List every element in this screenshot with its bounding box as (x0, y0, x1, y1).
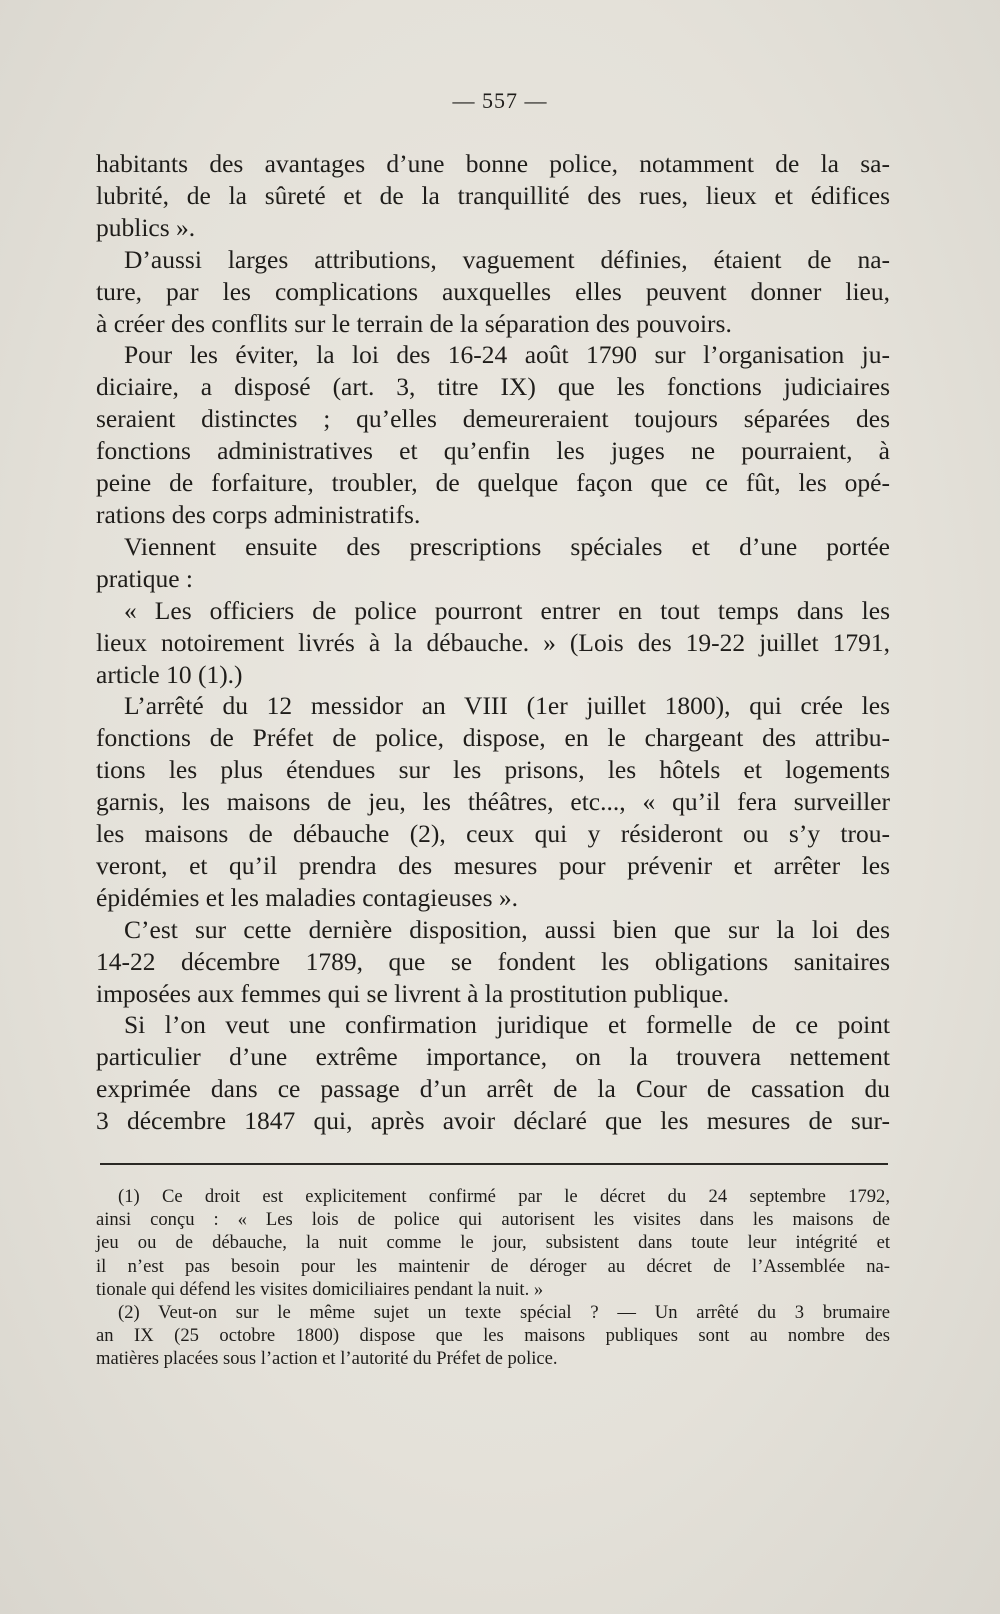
body-line: Pour les éviter, la loi des 16-24 août 1790 sur l’organisation ju- (124, 340, 890, 370)
body-line: fonctions de Préfet de police, dispose, en le chargeant des attribu- (96, 723, 890, 753)
page-number: — 557 — (452, 88, 548, 113)
body-line: D’aussi larges attributions, vaguement définies, étaient de na- (124, 244, 890, 274)
footnote-line: il n’est pas besoin pour les maintenir de déroger au décret de l’Assemblée na- (96, 1255, 890, 1277)
body-line: « Les officiers de police pourront entrer en tout temps dans les (124, 595, 890, 625)
body-line: les maisons de débauche (2), ceux qui y résideront ou s’y trou- (96, 819, 890, 849)
body-line: rations des corps administratifs. (96, 499, 421, 529)
footnotes (96, 1185, 890, 1371)
body-line: veront, et qu’il prendra des mesures pour prévenir et arrêter les (96, 850, 890, 880)
body-line: pratique : (96, 563, 194, 593)
body-line: fonctions administratives et qu’enfin les juges ne pourraient, à (96, 436, 890, 466)
footnote-line: tionale qui défend les visites domiciliaires pendant la nuit. » (96, 1278, 544, 1300)
body-line: ture, par les complications auxquelles elles peuvent donner lieu, (96, 276, 890, 306)
body-line: L’arrêté du 12 messidor an VIII (1er juillet 1800), qui crée les (124, 691, 890, 721)
footnote-divider (100, 1163, 888, 1165)
footnote-line: an IX (25 octobre 1800) dispose que les maisons publiques sont au nombre des (96, 1325, 890, 1347)
body-line: C’est sur cette dernière disposition, aussi bien que sur la loi des (124, 914, 890, 944)
footnote-line: matières placées sous l’action et l’autorité du Préfet de police. (96, 1348, 558, 1370)
body-line: tions les plus étendues sur les prisons, les hôtels et logements (96, 755, 890, 785)
body-line: Si l’on veut une confirmation juridique et formelle de ce point (124, 1010, 890, 1040)
body-line: lubrité, de la sûreté et de la tranquillité des rues, lieux et édifices (96, 180, 890, 210)
body-text (96, 148, 890, 1137)
body-line: garnis, les maisons de jeu, les théâtres, etc..., « qu’il fera surveiller (96, 787, 890, 817)
body-line: lieux notoirement livrés à la débauche. » (Lois des 19-22 juillet 1791, (96, 627, 890, 657)
body-line: imposées aux femmes qui se livrent à la prostitution publique. (96, 978, 730, 1008)
body-line: épidémies et les maladies contagieuses ». (96, 882, 519, 912)
body-line: peine de forfaiture, troubler, de quelque façon que ce fût, les opé- (96, 468, 890, 498)
footnote-line: (2) Veut-on sur le même sujet un texte spécial ? — Un arrêté du 3 brumaire (118, 1302, 890, 1324)
body-line: exprimée dans ce passage d’un arrêt de la Cour de cassation du (96, 1074, 890, 1104)
body-line: habitants des avantages d’une bonne police, notamment de la sa- (96, 149, 890, 178)
body-line: Viennent ensuite des prescriptions spéciales et d’une portée (124, 531, 890, 561)
body-line: diciaire, a disposé (art. 3, titre IX) que les fonctions judiciaires (96, 372, 890, 402)
body-line: seraient distinctes ; qu’elles demeureraient toujours séparées des (96, 404, 890, 434)
body-line: publics ». (96, 212, 196, 242)
footnote-line: jeu ou de débauche, la nuit comme le jour, subsistent dans toute leur intégrité et (96, 1232, 890, 1254)
body-line: 3 décembre 1847 qui, après avoir déclaré que les mesures de sur- (96, 1106, 890, 1136)
body-line: à créer des conflits sur le terrain de la séparation des pouvoirs. (96, 308, 732, 338)
footnote-line: (1) Ce droit est explicitement confirmé par le décret du 24 septembre 1792, (118, 1186, 890, 1207)
body-line: 14-22 décembre 1789, que se fondent les obligations sanitaires (96, 946, 890, 976)
footnote-line: ainsi conçu : « Les lois de police qui autorisent les visites dans les maisons de (96, 1209, 890, 1231)
body-line: particulier d’une extrême importance, on la trouvera nettement (96, 1042, 890, 1072)
body-line: article 10 (1).) (96, 659, 243, 689)
